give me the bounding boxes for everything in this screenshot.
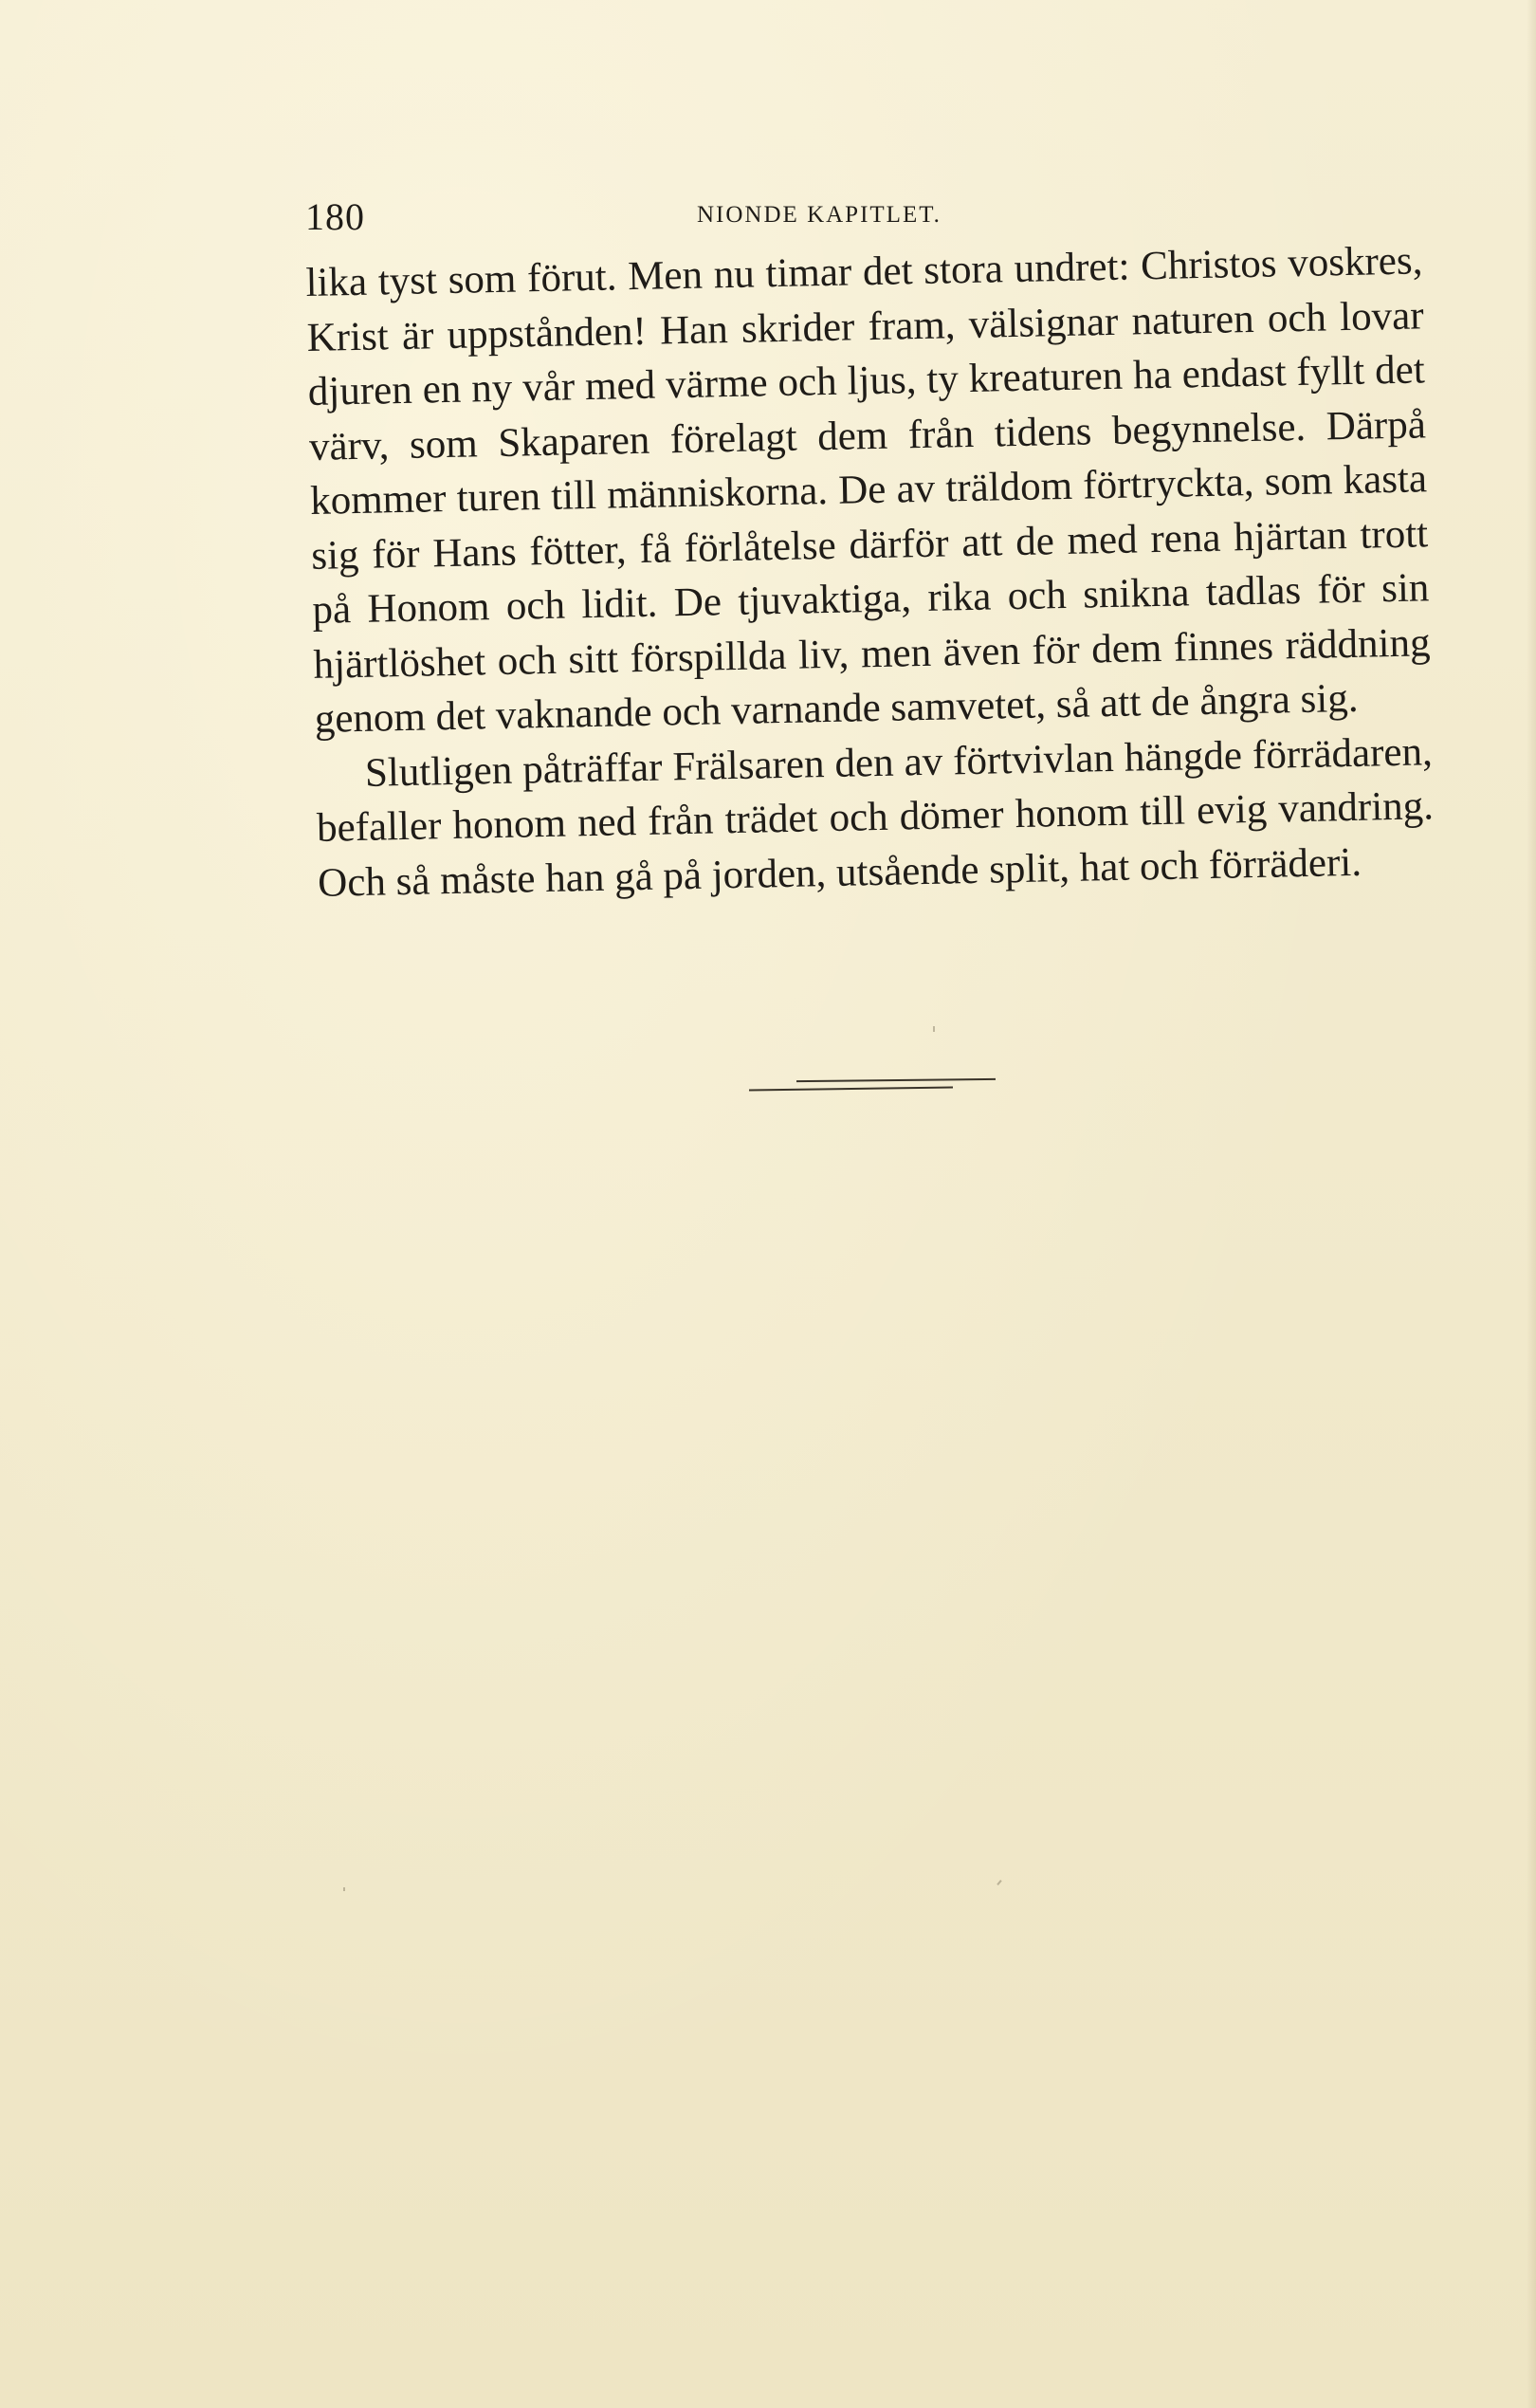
- page-number: 180: [305, 195, 365, 238]
- paragraph-2: Slutligen påträffar Frälsaren den av förtvivlan hängde förrädaren, befaller honom ned från trädet och dömer honom till evig vandring. Och så måste han gå på jorden, utsående split, hat och förräderi.: [316, 728, 1435, 906]
- running-head: NIONDE KAPITLET.: [697, 202, 942, 228]
- end-rule-line-bottom: [749, 1086, 953, 1091]
- paper-speck: [997, 1880, 1001, 1885]
- paper-speck: [343, 1887, 345, 1891]
- chapter-end-rule: [749, 1079, 1000, 1093]
- paper-speck: [933, 1026, 935, 1032]
- body-text: [305, 233, 1435, 910]
- page-edge-shadow: [1527, 0, 1536, 2408]
- paragraph-1: lika tyst som förut. Men nu timar det stora undret: Christos voskres, Krist är uppstånden! Han skrider fram, välsignar naturen och lovar djuren en ny vår med värme och ljus, ty kreaturen ha endast fyllt det värv, som Skaparen förelagt dem från tidens begynnelse. Därpå kommer turen till människorna. De av träldom förtryckta, som kasta sig för Hans fötter, få förlåtelse därför att de med rena hjärtan trott på Honom och lidit. De tjuvaktiga, rika och snikna tadlas för sin hjärtlöshet och sitt förspillda liv, men även för dem finnes räddning genom det vaknande och varnande samvetet, så att de ångra sig.: [305, 238, 1431, 742]
- end-rule-line-top: [796, 1078, 996, 1082]
